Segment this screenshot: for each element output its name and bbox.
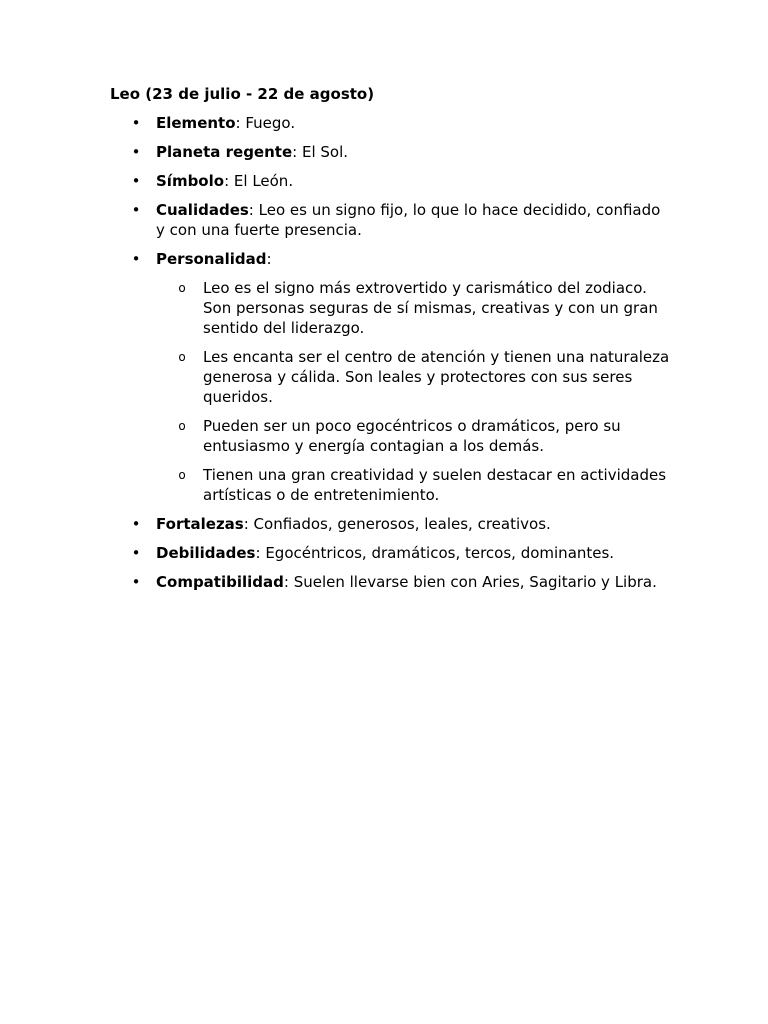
- bullet-icon: •: [131, 114, 141, 132]
- list-item-fortalezas: [110, 514, 670, 534]
- sub-list-item: [156, 278, 670, 338]
- bullet-icon: •: [131, 250, 141, 268]
- item-text: : El Sol.: [292, 143, 349, 161]
- sub-item-text: Tienen una gran creatividad y suelen destacar en actividades artísticas o de entretenimiento.: [203, 466, 667, 504]
- bullet-icon: •: [131, 172, 141, 190]
- list-item-compatibilidad: [110, 572, 670, 592]
- bullet-icon: •: [131, 573, 141, 591]
- item-text: : Suelen llevarse bien con Aries, Sagitario y Libra.: [283, 573, 657, 591]
- circle-bullet-icon: o: [178, 350, 186, 364]
- item-text: : Leo es un signo fijo, lo que lo hace decidido, confiado y con una fuerte presencia.: [156, 201, 661, 239]
- item-text: : Fuego.: [235, 114, 296, 132]
- item-text: : Confiados, generosos, leales, creativos.: [243, 515, 551, 533]
- document-title: Leo (23 de julio - 22 de agosto): [110, 85, 375, 103]
- list-item-personalidad: [110, 249, 670, 505]
- item-label: Símbolo: [156, 172, 225, 190]
- item-text: : El León.: [224, 172, 294, 190]
- personalidad-sublist: [156, 278, 670, 505]
- bullet-icon: •: [131, 143, 141, 161]
- circle-bullet-icon: o: [178, 468, 186, 482]
- item-text: : Egocéntricos, dramáticos, tercos, dominantes.: [255, 544, 615, 562]
- sub-item-text: Les encanta ser el centro de atención y tienen una naturaleza generosa y cálida. Son leales y protectores con sus seres queridos.: [203, 348, 670, 406]
- bullet-icon: •: [131, 515, 141, 533]
- item-label: Planeta regente: [156, 143, 293, 161]
- item-label: Compatibilidad: [156, 573, 284, 591]
- circle-bullet-icon: o: [178, 419, 186, 433]
- sub-item-text: Pueden ser un poco egocéntricos o dramáticos, pero su entusiasmo y energía contagian a los demás.: [203, 417, 621, 455]
- sub-list-item: [156, 465, 670, 505]
- item-text: :: [266, 250, 272, 268]
- list-item-planeta-regente: [110, 142, 670, 162]
- list-item-cualidades: [110, 200, 670, 240]
- sub-list-item: [156, 347, 670, 407]
- bullet-icon: •: [131, 544, 141, 562]
- list-item-simbolo: [110, 171, 670, 191]
- item-label: Debilidades: [156, 544, 256, 562]
- item-label: Elemento: [156, 114, 236, 132]
- item-label: Personalidad: [156, 250, 267, 268]
- sub-list-item: [156, 416, 670, 456]
- sub-item-text: Leo es el signo más extrovertido y carismático del zodiaco. Son personas seguras de sí mismas, creativas y con un gran sentido del liderazgo.: [203, 279, 658, 337]
- bullet-icon: •: [131, 201, 141, 219]
- leo-attributes-list: [110, 113, 670, 592]
- circle-bullet-icon: o: [178, 281, 186, 295]
- item-label: Cualidades: [156, 201, 249, 219]
- list-item-elemento: [110, 113, 670, 133]
- list-item-debilidades: [110, 543, 670, 563]
- document-body: [110, 84, 670, 601]
- item-label: Fortalezas: [156, 515, 244, 533]
